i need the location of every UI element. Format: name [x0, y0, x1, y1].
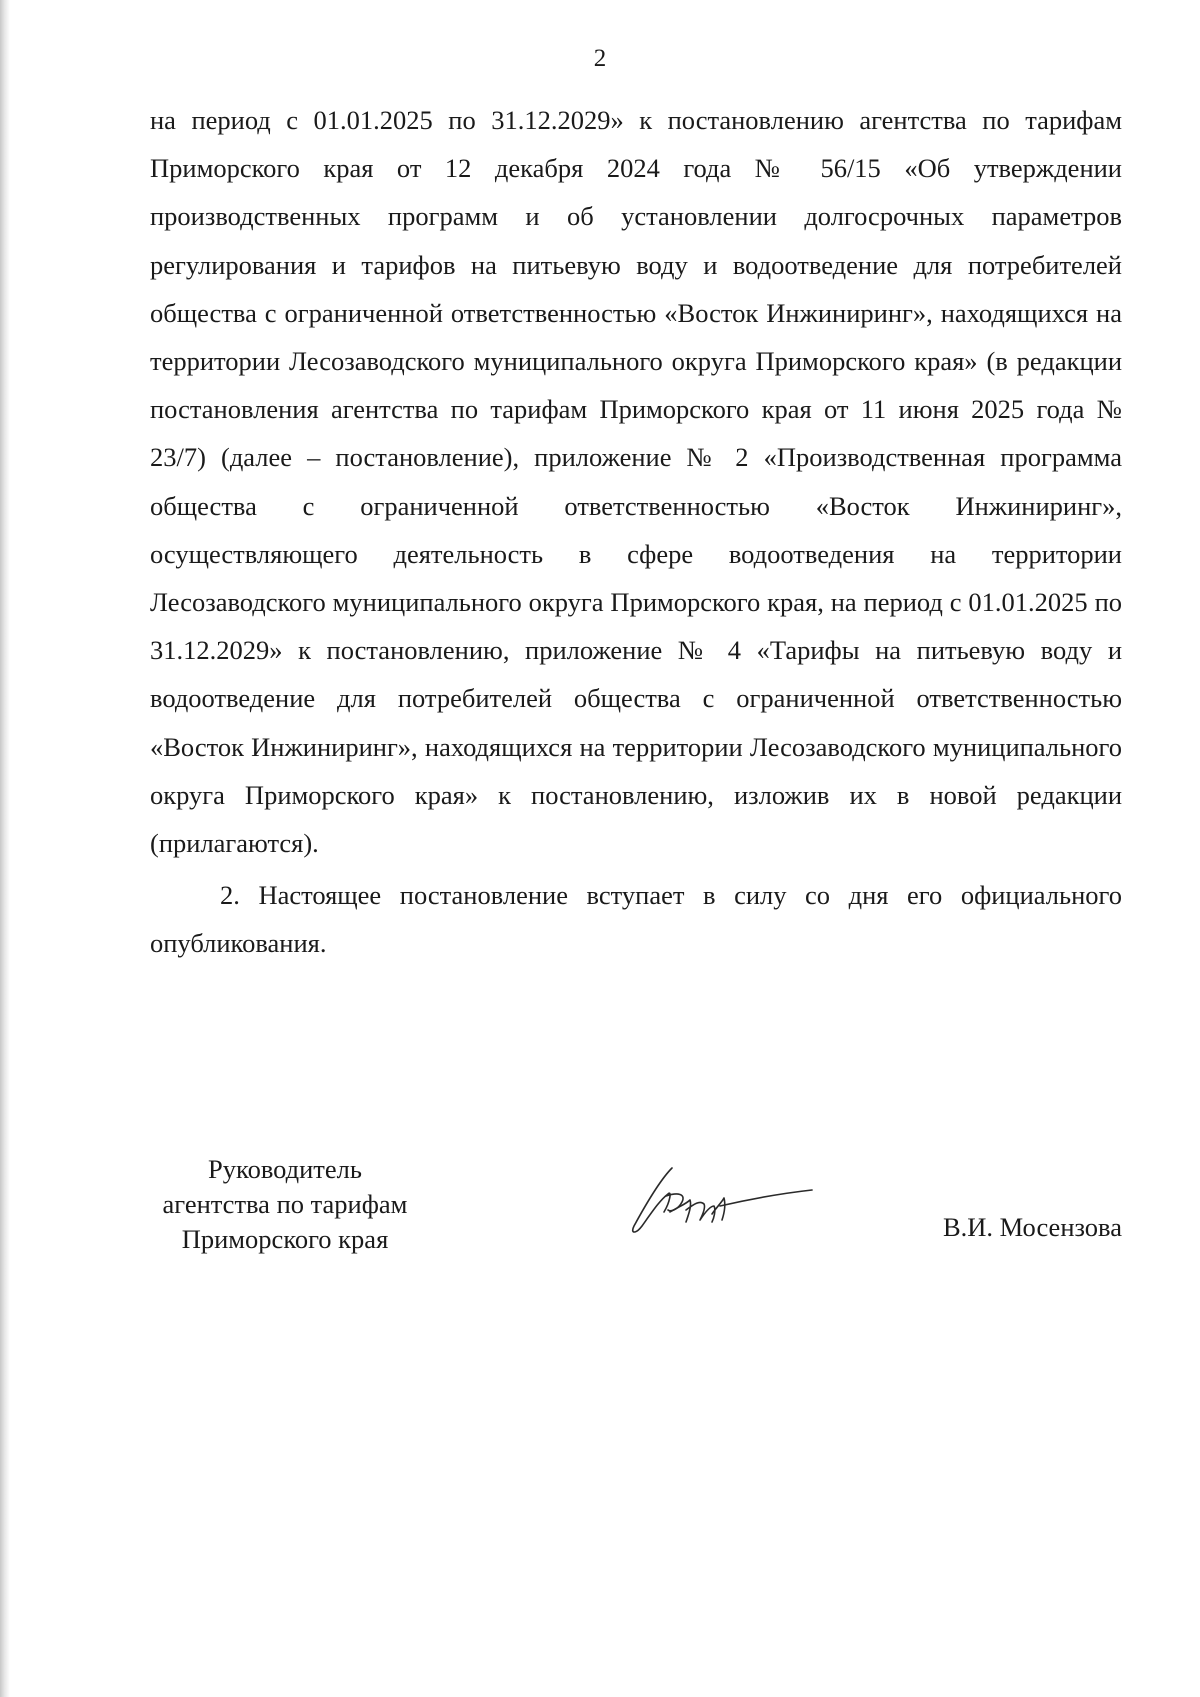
signer-position-line: Приморского края	[181, 1224, 389, 1254]
signer-position-line: агентства по тарифам	[162, 1189, 408, 1219]
document-body	[150, 96, 1122, 968]
handwritten-signature	[626, 1160, 816, 1250]
scan-edge	[0, 0, 10, 1697]
paragraph-1: на период с 01.01.2025 по 31.12.2029» к постановлению агентства по тарифам Приморского края от 12 декабря 2024 года № 56/15 «Об утверждении производственных программ и об установлении долгосрочных параметров регулирования и тарифов на питьевую воду и водоотведение для потребителей общества с ограниченной ответственностью «Восток Инжиниринг», находящихся на территории Лесозаводского муниципального округа Приморского края» (в редакции постановления агентства по тарифам Приморского края от 11 июня 2025 года № 23/7) (далее – постановление), приложение № 2 «Производственная программа общества с ограниченной ответственностью «Восток Инжиниринг», осуществляющего деятельность в сфере водоотведения на территории Лесозаводского муниципального округа Приморского края, на период с 01.01.2025 по 31.12.2029» к постановлению, приложение № 4 «Тарифы на питьевую воду и водоотведение для потребителей общества с ограниченной ответственностью «Восток Инжиниринг», находящихся на территории Лесозаводского муниципального округа Приморского края» к постановлению, изложив их в новой редакции (прилагаются).	[150, 105, 1122, 859]
signer-position	[134, 1152, 436, 1257]
signer-name: В.И. Мосензова	[942, 1212, 1122, 1242]
page-number: 2	[593, 45, 607, 72]
paragraph-2: 2. Настоящее постановление вступает в силу со дня его официального опубликования.	[150, 880, 1122, 959]
signer-position-line: Руководитель	[208, 1154, 362, 1184]
